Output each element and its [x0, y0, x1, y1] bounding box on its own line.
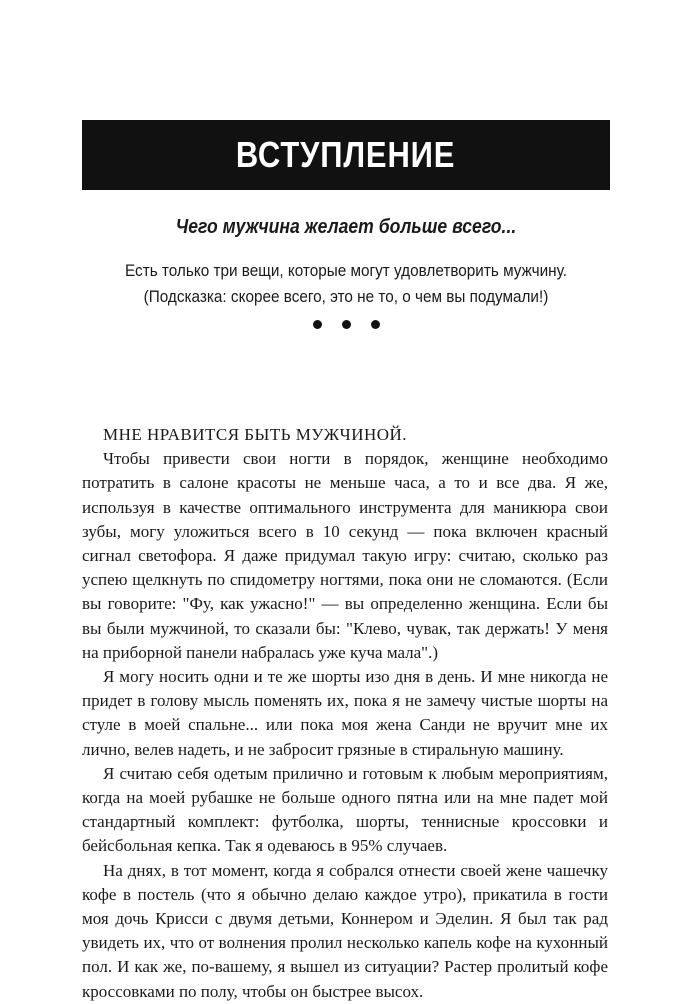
chapter-title: ВСТУПЛЕНИЕ	[236, 134, 456, 175]
paragraph: Я считаю себя одетым прилично и готовым к любым мероприятиям, когда на моей рубашке не больше одного пятна или на мне падет мой стандартный комплект: футболка, шорты, теннисные кроссовки и бейсбольная кепка. Так я одеваюсь в 95% случаев.	[82, 763, 608, 856]
paragraph: На днях, в тот момент, когда я собрался отнести своей жене чашечку кофе в постель (что я обычно делаю каждое утро), прикатила в гости моя дочь Крисси с двумя детьми, Коннером и Эделин. Я был так рад увидеть их, что от волнения пролил несколько капель кофе на кухонный пол. И как же, по-вашему, я вышел из ситуации? Растер пролитый кофе кроссовками по полу, чтобы он быстрее высох.	[82, 860, 608, 1001]
section-divider-dots	[82, 320, 610, 329]
chapter-title-band	[82, 120, 610, 190]
section-heading: МНЕ НРАВИТСЯ БЫТЬ МУЖЧИНОЙ.	[103, 425, 408, 444]
hint-line: Есть только три вещи, которые могут удовлетворить мужчину.	[125, 261, 567, 280]
intro-hint	[108, 258, 583, 310]
chapter-subtitle: Чего мужчина желает больше всего...	[175, 216, 517, 238]
divider-dot	[313, 320, 322, 329]
divider-dot	[371, 320, 380, 329]
hint-line: (Подсказка: скорее всего, это не то, о чем вы подумали!)	[143, 287, 549, 306]
divider-dot	[342, 320, 351, 329]
paragraph: Чтобы привести свои ногти в порядок, женщине необходимо потратить в салоне красоты не меньше часа, а то и все два. Я же, используя в качестве оптимального инструмента для маникюра свои зубы, могу уложиться всего в 10 секунд — пока включен красный сигнал светофора. Я даже придумал такую игру: считаю, сколько раз успею щелкнуть по спидометру ногтями, пока они не сломаются. (Если вы говорите: "Фу, как ужасно!" — вы определенно женщина. Если бы вы были мужчиной, то сказали бы: "Клево, чувак, так держать! У меня на приборной панели набралась уже куча мала".)	[82, 449, 608, 662]
paragraph: Я могу носить одни и те же шорты изо дня в день. И мне никогда не придет в голову мысль поменять их, пока я не замечу чистые шорты на стуле в моей спальне... или пока моя жена Санди не вручит мне их лично, велев надеть, и не забросит грязные в стиральную машину.	[82, 667, 608, 759]
body-text	[82, 423, 608, 1004]
